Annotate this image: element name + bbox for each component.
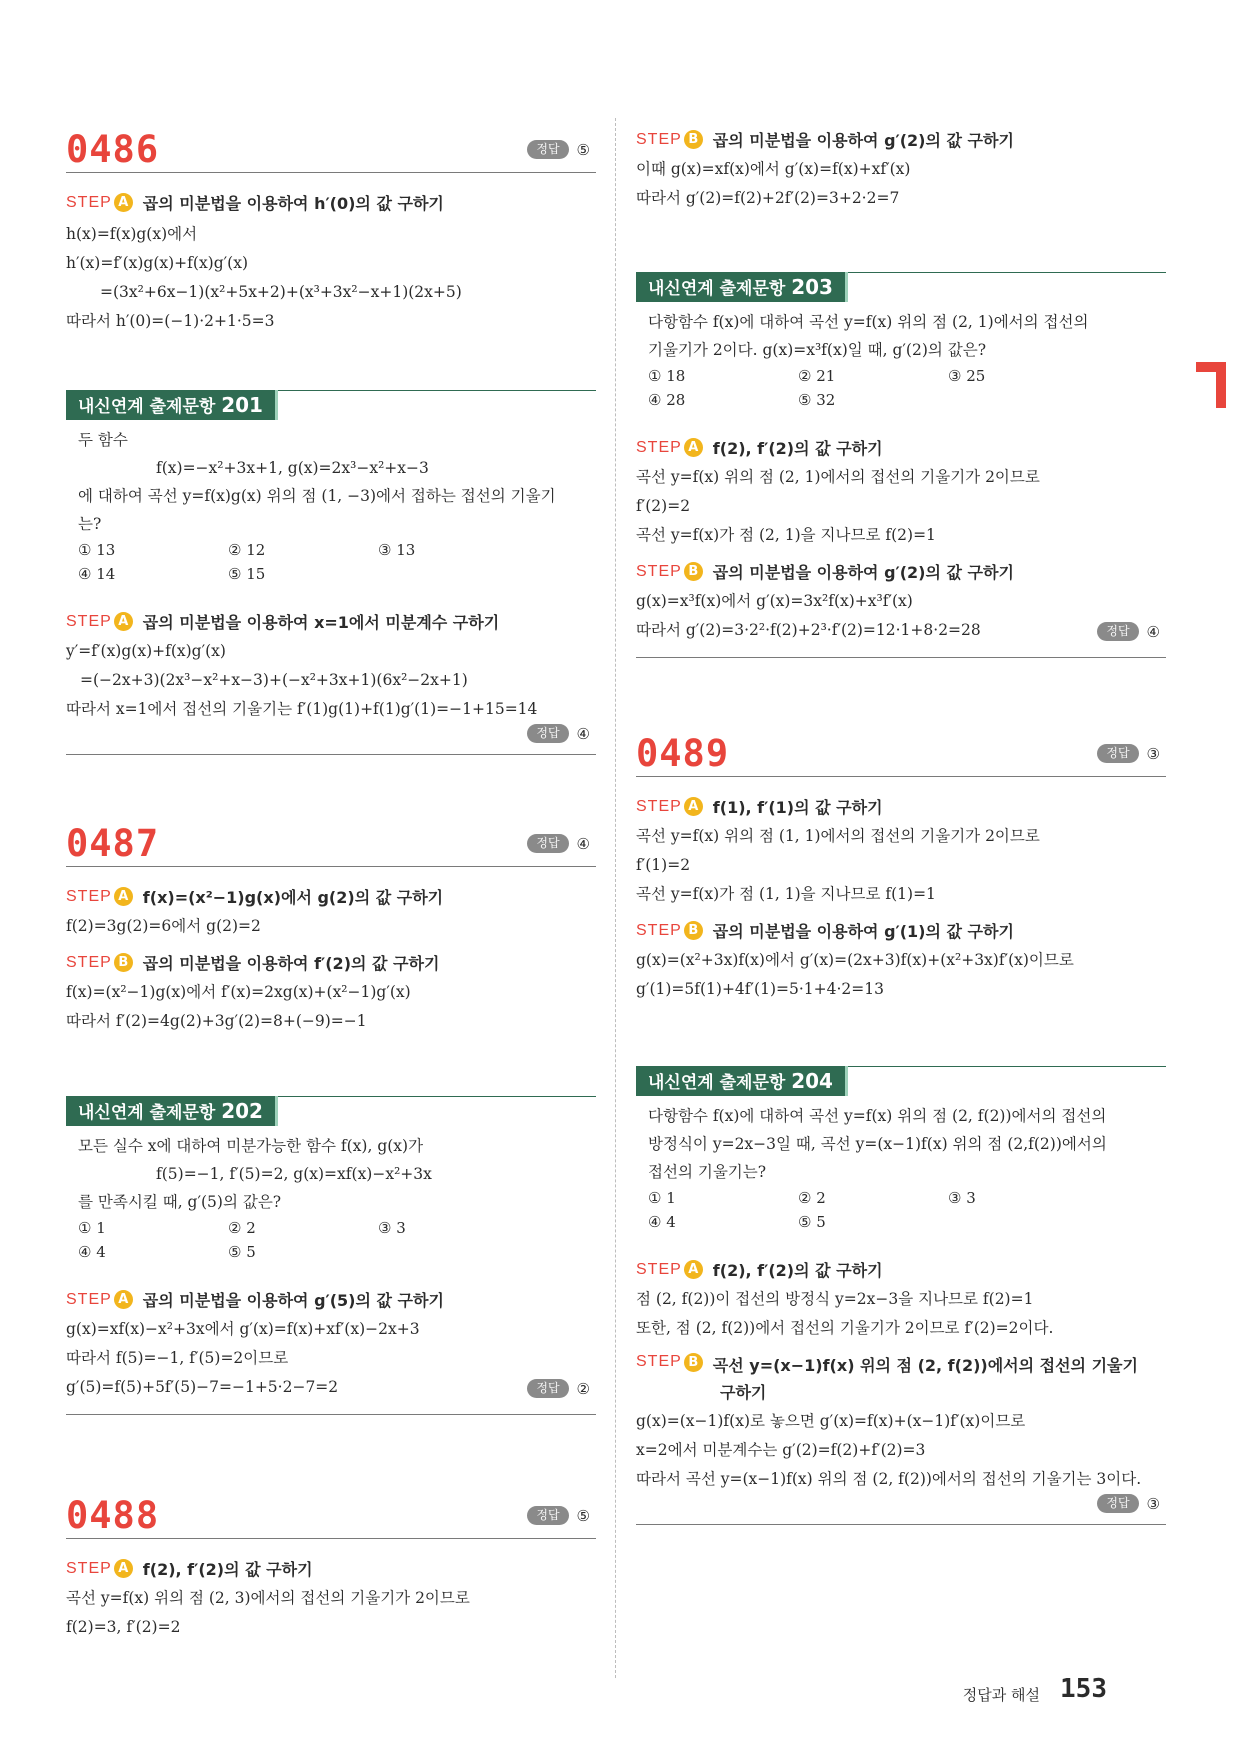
divider bbox=[66, 866, 596, 867]
solution-line: 곡선 y=f(x)가 점 (1, 1)을 지나므로 f(1)=1 bbox=[636, 885, 936, 903]
option: ④ 4 bbox=[78, 1243, 106, 1261]
solution-line: 또한, 점 (2, f(2))에서 접선의 기울기가 2이므로 f′(2)=2이다. bbox=[636, 1319, 1054, 1337]
solution-line: 따라서 x=1에서 접선의 기울기는 f′(1)g(1)+f(1)g′(1)=−1+15=14 bbox=[66, 700, 538, 718]
solution-line: f(2)=3, f′(2)=2 bbox=[66, 1618, 181, 1636]
option: ④ 14 bbox=[78, 565, 116, 583]
option: ④ 28 bbox=[648, 391, 686, 409]
option: ① 1 bbox=[78, 1219, 106, 1237]
step-a-heading: STEP A 곱의 미분법을 이용하여 h′(0)의 값 구하기 bbox=[66, 193, 444, 213]
step-b-heading: STEP B 곱의 미분법을 이용하여 g′(1)의 값 구하기 bbox=[636, 921, 1014, 941]
solution-line: 이때 g(x)=xf(x)에서 g′(x)=f(x)+xf′(x) bbox=[636, 160, 911, 178]
footer-label: 정답과 해설 bbox=[962, 1686, 1040, 1704]
solution-line: 곡선 y=f(x) 위의 점 (1, 1)에서의 접선의 기울기가 2이므로 bbox=[636, 827, 1040, 845]
answer-options bbox=[636, 1186, 1166, 1234]
answer: 정답 ④ bbox=[1097, 622, 1160, 641]
solution-line: g(x)=x³f(x)에서 g′(x)=3x²f(x)+x³f′(x) bbox=[636, 592, 913, 610]
solution-line: y′=f′(x)g(x)+f(x)g′(x) bbox=[66, 642, 226, 660]
divider bbox=[636, 657, 1166, 658]
problem-0488: 0488 정답 ⑤ STEP A f(2), f′(2)의 값 구하기 곡선 y=f(x) 위의 점 (2, 3)에서의 접선의 기울기가 2이므로 f(2)=3, f′(2)=2 bbox=[66, 1494, 596, 1642]
answer: 정답 ③ bbox=[1097, 744, 1160, 763]
page-edge-tab bbox=[1216, 362, 1226, 408]
linked-problem-203: 다항함수 f(x)에 대하여 곡선 y=f(x) 위의 점 (2, 1)에서의 접선의 기울기가 2이다. g(x)=x³f(x)일 때, g′(2)의 값은? ① 18 ② 21 ③ 25 ④ 28 ⑤ 32 STEP A f(2), f′(2)의 값 구하기 곡선 y=f(x) 위의 점 (2, 1)에서의 접선의 기울기가 2이므로 f′(2)=2 곡선 y=f(x)가 점 (2, 1)을 지나므로 f(2)=1 STEP B 곱의 미분법을 이용하여 g′(2)의 값 구하기 g(x)=x³f(x)에서 g′(x)=3x²f(x)+x³f′(x) 따라서 g′(2)=3·2²·f(2)+2³·f′(2)=12·1+8·2=28 정답 ④ bbox=[636, 308, 1166, 658]
linked-problem-203-header: 내신연계 출제문항 203 bbox=[636, 272, 1166, 302]
step-b-heading: STEP B 곱의 미분법을 이용하여 f′(2)의 값 구하기 bbox=[66, 953, 440, 973]
answer-options bbox=[636, 364, 1166, 412]
divider bbox=[66, 1538, 596, 1539]
option: ① 1 bbox=[648, 1189, 676, 1207]
solution-line: 곡선 y=f(x)가 점 (2, 1)을 지나므로 f(2)=1 bbox=[636, 526, 936, 544]
answer: 정답 ② bbox=[527, 1379, 590, 1398]
solution-line: g′(1)=5f(1)+4f′(1)=5·1+4·2=13 bbox=[636, 980, 884, 998]
problem-0487: 0487 정답 ④ STEP A f(x)=(x²−1)g(x)에서 g(2)의 값 구하기 f(2)=3g(2)=6에서 g(2)=2 STEP B 곱의 미분법을 이용하여 f′(2)의 값 구하기 f(x)=(x²−1)g(x)에서 f′(x)=2xg(x)+(x²−1)g′(x) 따라서 f′(2)=4g(2)+3g′(2)=8+(−9)=−1 bbox=[66, 822, 596, 1036]
solution-line: f′(2)=2 bbox=[636, 497, 691, 515]
problem-0486 bbox=[66, 128, 596, 336]
divider bbox=[66, 1414, 596, 1415]
step-a-heading: STEP A f(1), f′(1)의 값 구하기 bbox=[636, 797, 883, 817]
option: ② 2 bbox=[228, 1219, 256, 1237]
solution-line: f(x)=(x²−1)g(x)에서 f′(x)=2xg(x)+(x²−1)g′(x) bbox=[66, 983, 411, 1001]
answer-badge: 정답 bbox=[527, 140, 568, 159]
divider bbox=[636, 1524, 1166, 1525]
step-b-heading: STEP B 곱의 미분법을 이용하여 g′(2)의 값 구하기 bbox=[636, 562, 1014, 582]
solution-line: 점 (2, f(2))이 접선의 방정식 y=2x−3을 지나므로 f(2)=1 bbox=[636, 1290, 1034, 1308]
linked-problem-204-header: 내신연계 출제문항 204 bbox=[636, 1066, 1166, 1096]
answer: 정답 ③ bbox=[1097, 1494, 1160, 1513]
step-b-heading: STEP B 곡선 y=(x−1)f(x) 위의 점 (2, f(2))에서의 접선의 기울기 bbox=[636, 1353, 1138, 1375]
solution-line: g′(5)=f(5)+5f′(5)−7=−1+5·2−7=2 bbox=[66, 1378, 339, 1396]
solution-line: =(3x²+6x−1)(x²+5x+2)+(x³+3x²−x+1)(2x+5) bbox=[100, 283, 462, 301]
solution-line: 따라서 f′(2)=4g(2)+3g′(2)=8+(−9)=−1 bbox=[66, 1012, 367, 1030]
step-a-heading: STEP A f(2), f′(2)의 값 구하기 bbox=[636, 1260, 883, 1280]
step-a-heading: STEP A f(2), f′(2)의 값 구하기 bbox=[636, 438, 883, 458]
option: ③ 13 bbox=[378, 541, 416, 559]
solution-line: 따라서 g′(2)=3·2²·f(2)+2³·f′(2)=12·1+8·2=28 bbox=[636, 621, 981, 639]
solution-line: 따라서 f(5)=−1, f′(5)=2이므로 bbox=[66, 1349, 289, 1367]
option: ⑤ 15 bbox=[228, 565, 266, 583]
solution-line: f′(1)=2 bbox=[636, 856, 691, 874]
step-a-heading: STEP A f(2), f′(2)의 값 구하기 bbox=[66, 1559, 313, 1579]
answer: 정답 ④ bbox=[527, 724, 590, 743]
option: ① 13 bbox=[78, 541, 116, 559]
solution-line: 곡선 y=f(x) 위의 점 (2, 3)에서의 접선의 기울기가 2이므로 bbox=[66, 1589, 470, 1607]
problem-number: 0486 bbox=[66, 128, 160, 171]
answer: 정답 ④ bbox=[527, 834, 590, 853]
problem-0488-continued bbox=[636, 128, 1166, 213]
solution-line: f(2)=3g(2)=6에서 g(2)=2 bbox=[66, 917, 261, 935]
solution-line: =(−2x+3)(2x³−x²+x−3)+(−x²+3x+1)(6x²−2x+1) bbox=[80, 671, 468, 689]
answer-options bbox=[66, 1216, 596, 1264]
solution-line: 따라서 g′(2)=f(2)+2f′(2)=3+2·2=7 bbox=[636, 189, 900, 207]
answer-value: ⑤ bbox=[576, 140, 590, 159]
option: ③ 3 bbox=[948, 1189, 976, 1207]
option: ④ 4 bbox=[648, 1213, 676, 1231]
option: ① 18 bbox=[648, 367, 686, 385]
option: ⑤ 5 bbox=[798, 1213, 826, 1231]
answer bbox=[527, 140, 590, 159]
linked-problem-202-header: 내신연계 출제문항 202 bbox=[66, 1096, 596, 1126]
linked-problem-201: 두 함수 f(x)=−x²+3x+1, g(x)=2x³−x²+x−3 에 대하여 곡선 y=f(x)g(x) 위의 점 (1, −3)에서 접하는 접선의 기울기 는? ① 13 ② 12 ③ 13 ④ 14 ⑤ 15 STEP A 곱의 미분법을 이용하여 x=1에서 미분계수 구하기 y′=f′(x)g(x)+f(x)g′(x) =(−2x+3)(2x³−x²+x−3)+(−x²+3x+1)(6x²−2x+1) 따라서 x=1에서 접선의 기울기는 f′(1)g(1)+f(1)g′(1)=−1+15=14 정답 ④ bbox=[66, 426, 596, 755]
step-a-heading: STEP A 곱의 미분법을 이용하여 g′(5)의 값 구하기 bbox=[66, 1290, 444, 1310]
solution-line: 곡선 y=f(x) 위의 점 (2, 1)에서의 접선의 기울기가 2이므로 bbox=[636, 468, 1040, 486]
step-a-heading: STEP A 곱의 미분법을 이용하여 x=1에서 미분계수 구하기 bbox=[66, 612, 500, 632]
column-divider bbox=[615, 118, 616, 1678]
divider bbox=[66, 754, 596, 755]
solution-line: g(x)=(x²+3x)f(x)에서 g′(x)=(2x+3)f(x)+(x²+3x)f′(x)이므로 bbox=[636, 951, 1074, 969]
solution-line: h(x)=f(x)g(x)에서 bbox=[66, 225, 198, 243]
step-a-heading: STEP A f(x)=(x²−1)g(x)에서 g(2)의 값 구하기 bbox=[66, 887, 444, 907]
option: ③ 3 bbox=[378, 1219, 406, 1237]
problem-0489: 0489 정답 ③ STEP A f(1), f′(1)의 값 구하기 곡선 y=f(x) 위의 점 (1, 1)에서의 접선의 기울기가 2이므로 f′(1)=2 곡선 y=f(x)가 점 (1, 1)을 지나므로 f(1)=1 STEP B 곱의 미분법을 이용하여 g′(1)의 값 구하기 g(x)=(x²+3x)f(x)에서 g′(x)=(2x+3)f(x)+(x²+3x)f′(x)이므로 g′(1)=5f(1)+4f′(1)=5·1+4·2=13 bbox=[636, 732, 1166, 1004]
step-b-heading: STEP B 곱의 미분법을 이용하여 g′(2)의 값 구하기 bbox=[636, 130, 1014, 150]
answer: 정답 ⑤ bbox=[527, 1506, 590, 1525]
linked-problem-204: 다항함수 f(x)에 대하여 곡선 y=f(x) 위의 점 (2, f(2))에서의 접선의 방정식이 y=2x−3일 때, 곡선 y=(x−1)f(x) 위의 점 (2,f(2))에서의 접선의 기울기는? ① 1 ② 2 ③ 3 ④ 4 ⑤ 5 STEP A f(2), f′(2)의 값 구하기 점 (2, f(2))이 접선의 방정식 y=2x−3을 지나므로 f(2)=1 또한, 점 (2, f(2))에서 접선의 기울기가 2이므로 f′(2)=2이다. STEP B 곡선 y=(x−1)f(x) 위의 점 (2, f(2))에서의 접선의 기울기 구하기 g(x)=(x−1)f(x)로 놓으면 g′(x)=f(x)+(x−1)f′(x)이므로 x=2에서 미분계수는 g′(2)=f(2)+f′(2)=3 따라서 곡선 y=(x−1)f(x) 위의 점 (2, f(2))에서의 접선의 기울기는 3이다. 정답 ③ bbox=[636, 1102, 1166, 1525]
option: ② 21 bbox=[798, 367, 836, 385]
solution-line: 따라서 곡선 y=(x−1)f(x) 위의 점 (2, f(2))에서의 접선의 기울기는 3이다. bbox=[636, 1470, 1142, 1488]
linked-problem-202: 모든 실수 x에 대하여 미분가능한 함수 f(x), g(x)가 f(5)=−1, f′(5)=2, g(x)=xf(x)−x²+3x 를 만족시킬 때, g′(5)의 값은? ① 1 ② 2 ③ 3 ④ 4 ⑤ 5 STEP A 곱의 미분법을 이용하여 g′(5)의 값 구하기 g(x)=xf(x)−x²+3x에서 g′(x)=f(x)+xf′(x)−2x+3 따라서 f(5)=−1, f′(5)=2이므로 g′(5)=f(5)+5f′(5)−7=−1+5·2−7=2 정답 ② bbox=[66, 1132, 596, 1415]
option: ② 2 bbox=[798, 1189, 826, 1207]
linked-problem-201-header: 내신연계 출제문항 201 bbox=[66, 390, 596, 420]
option: ⑤ 5 bbox=[228, 1243, 256, 1261]
solution-line: x=2에서 미분계수는 g′(2)=f(2)+f′(2)=3 bbox=[636, 1441, 926, 1459]
divider bbox=[636, 776, 1166, 777]
step-b-heading-cont: 구하기 bbox=[720, 1383, 767, 1402]
option: ③ 25 bbox=[948, 367, 986, 385]
solution-line: g(x)=xf(x)−x²+3x에서 g′(x)=f(x)+xf′(x)−2x+3 bbox=[66, 1320, 420, 1338]
answer-options bbox=[66, 538, 596, 586]
option: ⑤ 32 bbox=[798, 391, 836, 409]
page-number: 153 bbox=[1060, 1674, 1107, 1704]
solution-line: g(x)=(x−1)f(x)로 놓으면 g′(x)=f(x)+(x−1)f′(x)이므로 bbox=[636, 1412, 1026, 1430]
option: ② 12 bbox=[228, 541, 266, 559]
solution-line: 따라서 h′(0)=(−1)·2+1·5=3 bbox=[66, 312, 275, 330]
solution-line: h′(x)=f′(x)g(x)+f(x)g′(x) bbox=[66, 254, 249, 272]
divider bbox=[66, 172, 596, 173]
